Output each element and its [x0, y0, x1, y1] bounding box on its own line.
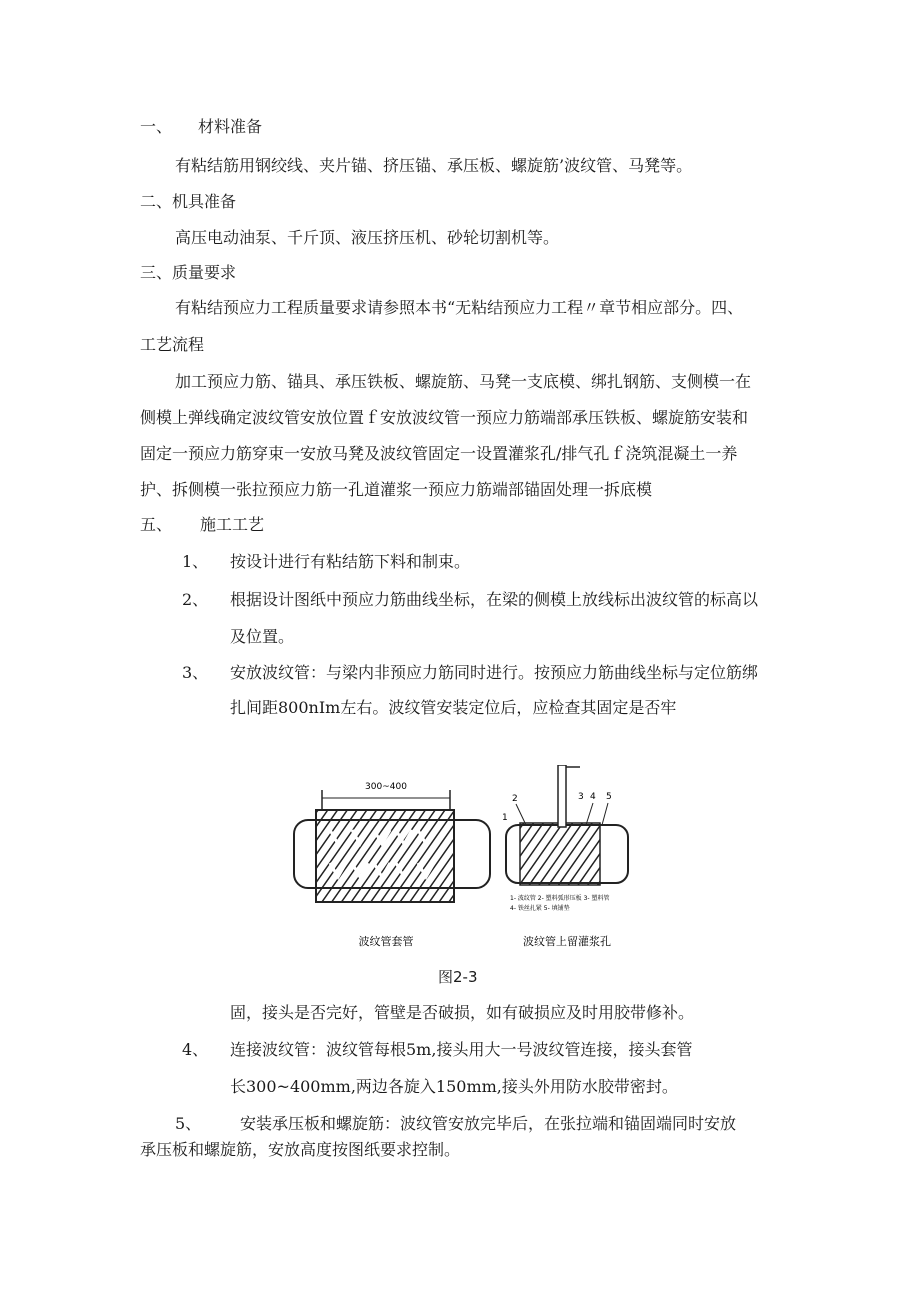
section-3-body: 有粘结预应力工程质量要求请参照本书“无粘结预应力工程〃章节相应部分。四、	[175, 298, 744, 317]
section-4-body-line: 固定一预应力筋穿束一安放马凳及波纹管固定一设置灌浆孔/排气孔ｆ浇筑混凝土一养	[140, 444, 738, 463]
sleeve-dimension-label: 300~400	[365, 782, 407, 792]
mark-3: 3	[578, 792, 584, 802]
section-4-body-line: 加工预应力筋、锚具、承压铁板、螺旋筋、马凳一支底模、绑扎钢筋、支侧模一在	[175, 372, 752, 391]
section-4-title: 工艺流程	[140, 335, 205, 354]
section-2-body: 高压电动油泵、千斤顶、液压挤压机、砂轮切割机等。	[175, 228, 560, 247]
section-5-number: 五、	[140, 515, 173, 534]
step-1-text: 按设计进行有粘结筋下料和制束。	[230, 552, 471, 571]
step-4-text: 连接波纹管：波纹管每根5m,接头用大一号波纹管连接，接头套管	[230, 1040, 693, 1059]
legend-line-2: 4- 铁丝扎紧 5- 填铺垫	[510, 905, 570, 912]
step-4-text: 长300~400mm,两边各旋入150mm,接头外用防水胶带密封。	[230, 1077, 678, 1096]
left-figure-label: 波纹管套管	[358, 935, 414, 948]
section-1-number: 一、	[140, 117, 173, 136]
step-5-number: 5、	[175, 1114, 202, 1133]
section-4-body-line: 侧模上弹线确定波纹管安放位置ｆ安放波纹管一预应力筋端部承压铁板、螺旋筋安装和	[140, 408, 749, 427]
corrugated-pipe-diagram	[290, 765, 630, 955]
pipe-sleeve-drawing	[294, 782, 490, 948]
section-1-body: 有粘结筋用钢绞线、夹片锚、挤压锚、承压板、螺旋筋’波纹管、马凳等。	[175, 156, 693, 175]
step-5-text: 安装承压板和螺旋筋：波纹管安放完毕后，在张拉端和锚固端同时安放	[240, 1114, 737, 1133]
mark-1: 1	[502, 813, 508, 823]
step-2-text: 及位置。	[230, 627, 295, 646]
grouting-hole-drawing	[502, 765, 628, 948]
mark-5: 5	[606, 792, 612, 802]
mark-4: 4	[590, 792, 596, 802]
step-1-number: 1、	[182, 552, 209, 571]
step-2-text: 根据设计图纸中预应力筋曲线坐标，在梁的侧模上放线标出波纹管的标高以	[230, 590, 759, 609]
step-5-text: 承压板和螺旋筋，安放高度按图纸要求控制。	[140, 1140, 461, 1159]
section-1-title: 材料准备	[198, 117, 263, 136]
step-3-number: 3、	[182, 663, 209, 682]
right-figure-label: 波纹管上留灌浆孔	[523, 935, 611, 948]
step-3-text: 安放波纹管：与梁内非预应力筋同时进行。按预应力筋曲线坐标与定位筋绑	[230, 663, 759, 682]
step-3-text: 扎间距800nIm左右。波纹管安装定位后，应检查其固定是否牢	[230, 698, 677, 717]
section-2-heading: 二、机具准备	[140, 192, 237, 211]
figure-2-3	[290, 765, 630, 955]
step-4-number: 4、	[182, 1040, 209, 1059]
legend-line-1: 1- 波纹管 2- 塑料弧形压板 3- 塑料管	[510, 895, 610, 902]
step-2-number: 2、	[182, 590, 209, 609]
step-3-text: 固，接头是否完好，管壁是否破损，如有破损应及时用胶带修补。	[230, 1003, 695, 1022]
section-4-body-line: 护、拆侧模一张拉预应力筋一孔道灌浆一预应力筋端部锚固处理一拆底模	[140, 480, 653, 499]
mark-2: 2	[512, 794, 518, 804]
figure-caption: 图2-3	[438, 968, 478, 986]
section-5-title: 施工工艺	[200, 515, 265, 534]
section-3-heading: 三、质量要求	[140, 263, 237, 282]
